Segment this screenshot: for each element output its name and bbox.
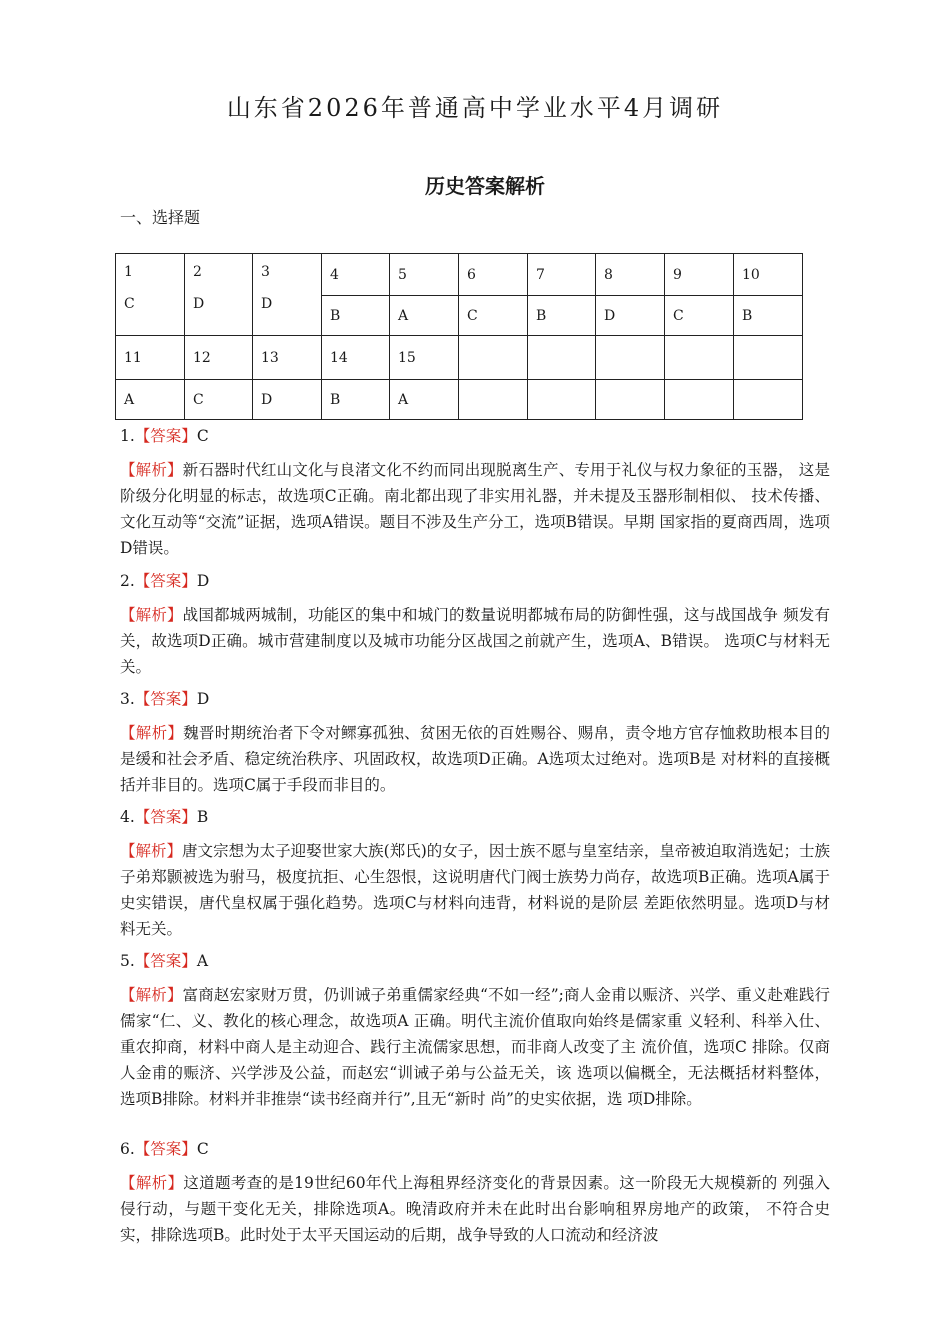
answer-value: D <box>196 690 210 708</box>
analysis-paragraph <box>120 602 830 680</box>
analysis-paragraph <box>120 982 830 1112</box>
question-number: 12 <box>185 336 253 380</box>
empty-cell <box>596 380 665 420</box>
question-number: 8 <box>596 254 665 296</box>
answer-cell <box>116 254 185 336</box>
answer-letter: C <box>459 296 528 336</box>
answer-letter: A <box>390 296 459 336</box>
answer-value: C <box>196 427 209 445</box>
answer-tag: 【答案】 <box>134 952 197 970</box>
question-number: 1 <box>124 264 133 280</box>
answer-letter: A <box>116 380 185 420</box>
question-number: 14 <box>322 336 390 380</box>
question-number: 2 <box>193 264 202 280</box>
answer-letter: C <box>665 296 734 336</box>
analysis-tag: 【解析】 <box>120 842 183 860</box>
empty-cell <box>665 336 734 380</box>
answer-cell <box>253 254 322 336</box>
analysis-text: 魏晋时期统治者下令对鳏寡孤独、贫困无依的百姓赐谷、赐帛，责令地方官存恤救助根本目的是缓和社会矛盾、稳定统治秩序、巩固政权，故选项D正确。A选项太过绝对。选项B是 对材料的直接概括并非目的。选项C属于手段而非目的。 <box>120 724 830 794</box>
answer-letter: A <box>390 380 459 420</box>
answer-tag: 【答案】 <box>134 690 197 708</box>
answer-value: D <box>196 572 210 590</box>
question-number: 15 <box>390 336 459 380</box>
analysis-tag: 【解析】 <box>120 986 183 1004</box>
question-block-1 <box>120 425 830 561</box>
answer-tag: 【答案】 <box>134 808 197 826</box>
answer-line <box>120 806 830 828</box>
question-number: 3 <box>261 264 270 280</box>
answer-letter: B <box>734 296 803 336</box>
answer-letter: D <box>596 296 665 336</box>
answer-letter: D <box>253 380 322 420</box>
answer-line <box>120 570 830 592</box>
question-block-2 <box>120 570 830 680</box>
question-number: 3. <box>120 690 135 708</box>
answer-letter: B <box>322 380 390 420</box>
answer-letter: C <box>185 380 253 420</box>
analysis-paragraph <box>120 838 830 942</box>
empty-cell <box>528 336 596 380</box>
analysis-text: 新石器时代红山文化与良渚文化不约而同出现脱离生产、专用于礼仪与权力象征的玉器， 这是阶级分化明显的标志，故选项C正确。南北都出现了非实用礼器，并未提及玉器形制相似、 技术传播、文化互动等“交流”证据，选项A错误。题目不涉及生产分工，选项B错误。早期 国家指的夏商西周，选项D错误。 <box>120 461 830 557</box>
empty-cell <box>596 336 665 380</box>
answer-letter: B <box>528 296 596 336</box>
question-number: 6 <box>459 254 528 296</box>
answer-value: B <box>196 808 209 826</box>
question-block-6 <box>120 1138 830 1248</box>
answer-tag: 【答案】 <box>134 427 197 445</box>
question-number: 5 <box>390 254 459 296</box>
answer-letter: B <box>322 296 390 336</box>
answer-cell <box>185 254 253 336</box>
answer-line <box>120 950 830 972</box>
analysis-text: 富商赵宏家财万贯，仍训诫子弟重儒家经典“不如一经”;商人金甫以赈济、兴学、重义赴难践行儒家“仁、义、教化的核心理念，故选项A 正确。明代主流价值取向始终是儒家重 义轻利、科举入仕、重农抑商，材料中商人是主动迎合、践行主流儒家思想，而非商人改变了主 流价值，选项C 排除。仅商人金甫的赈济、兴学涉及公益，而赵宏“训诫子弟与公益无关，该 选项以偏概全，无法概括材料整体，选项B排除。材料并非推崇“读书经商并行”,且无“新时 尚”的史实依据，选 项D排除。 <box>120 986 830 1108</box>
answer-value: A <box>196 952 209 970</box>
analysis-text: 战国都城两城制，功能区的集中和城门的数量说明都城布局的防御性强，这与战国战争 频发有关，故选项D正确。城市营建制度以及城市功能分区战国之前就产生，选项A、B错误。 选项C与材料无关。 <box>120 606 830 676</box>
analysis-tag: 【解析】 <box>120 606 183 624</box>
answer-line <box>120 688 830 710</box>
question-number: 4 <box>322 254 390 296</box>
answer-letter: D <box>261 296 273 312</box>
analysis-paragraph <box>120 1170 830 1248</box>
empty-cell <box>665 380 734 420</box>
answer-line <box>120 1138 830 1160</box>
question-number: 11 <box>116 336 185 380</box>
question-number: 4. <box>120 808 135 826</box>
question-number: 13 <box>253 336 322 380</box>
document-title: 山东省2026年普通高中学业水平4月调研 <box>226 94 724 122</box>
analysis-tag: 【解析】 <box>120 724 184 742</box>
answer-line <box>120 425 830 447</box>
empty-cell <box>459 380 528 420</box>
question-number: 2. <box>120 572 135 590</box>
document-subtitle: 历史答案解析 <box>425 174 545 198</box>
question-number: 6. <box>120 1140 135 1158</box>
answer-tag: 【答案】 <box>134 572 197 590</box>
analysis-text: 这道题考查的是19世纪60年代上海租界经济变化的背景因素。这一阶段无大规模新的 列强入侵行动，与题干变化无关，排除选项A。晚清政府并未在此时出台影响租界房地产的政策， 不符合史实，排除选项B。此时处于太平天国运动的后期，战争导致的人口流动和经济波 <box>120 1174 830 1244</box>
answer-value: C <box>196 1140 209 1158</box>
question-number: 9 <box>665 254 734 296</box>
question-number: 5. <box>120 952 135 970</box>
answer-tag: 【答案】 <box>134 1140 197 1158</box>
question-number: 10 <box>734 254 803 296</box>
question-block-3 <box>120 688 830 798</box>
question-number: 7 <box>528 254 596 296</box>
answer-key-table <box>115 253 803 420</box>
analysis-text: 唐文宗想为太子迎娶世家大族(郑氏)的女子，因士族不愿与皇室结亲，皇帝被迫取消选妃；士族子弟郑颢被选为驸马，极度抗拒、心生怨恨，这说明唐代门阀士族势力尚存，故选项B正确。选项A属于史实错误，唐代皇权属于强化趋势。选项C与材料向违背，材料说的是阶层 差距依然明显。选项D与材料无关。 <box>120 842 830 938</box>
empty-cell <box>734 336 803 380</box>
analysis-paragraph <box>120 720 830 798</box>
answer-letter: C <box>124 296 135 312</box>
question-number: 1. <box>120 427 135 445</box>
empty-cell <box>528 380 596 420</box>
empty-cell <box>459 336 528 380</box>
section-heading: 一、选择题 <box>120 208 201 227</box>
question-block-4 <box>120 806 830 942</box>
question-block-5 <box>120 950 830 1112</box>
analysis-tag: 【解析】 <box>120 461 183 479</box>
empty-cell <box>734 380 803 420</box>
answer-letter: D <box>193 296 205 312</box>
analysis-tag: 【解析】 <box>120 1174 184 1192</box>
analysis-paragraph <box>120 457 830 561</box>
